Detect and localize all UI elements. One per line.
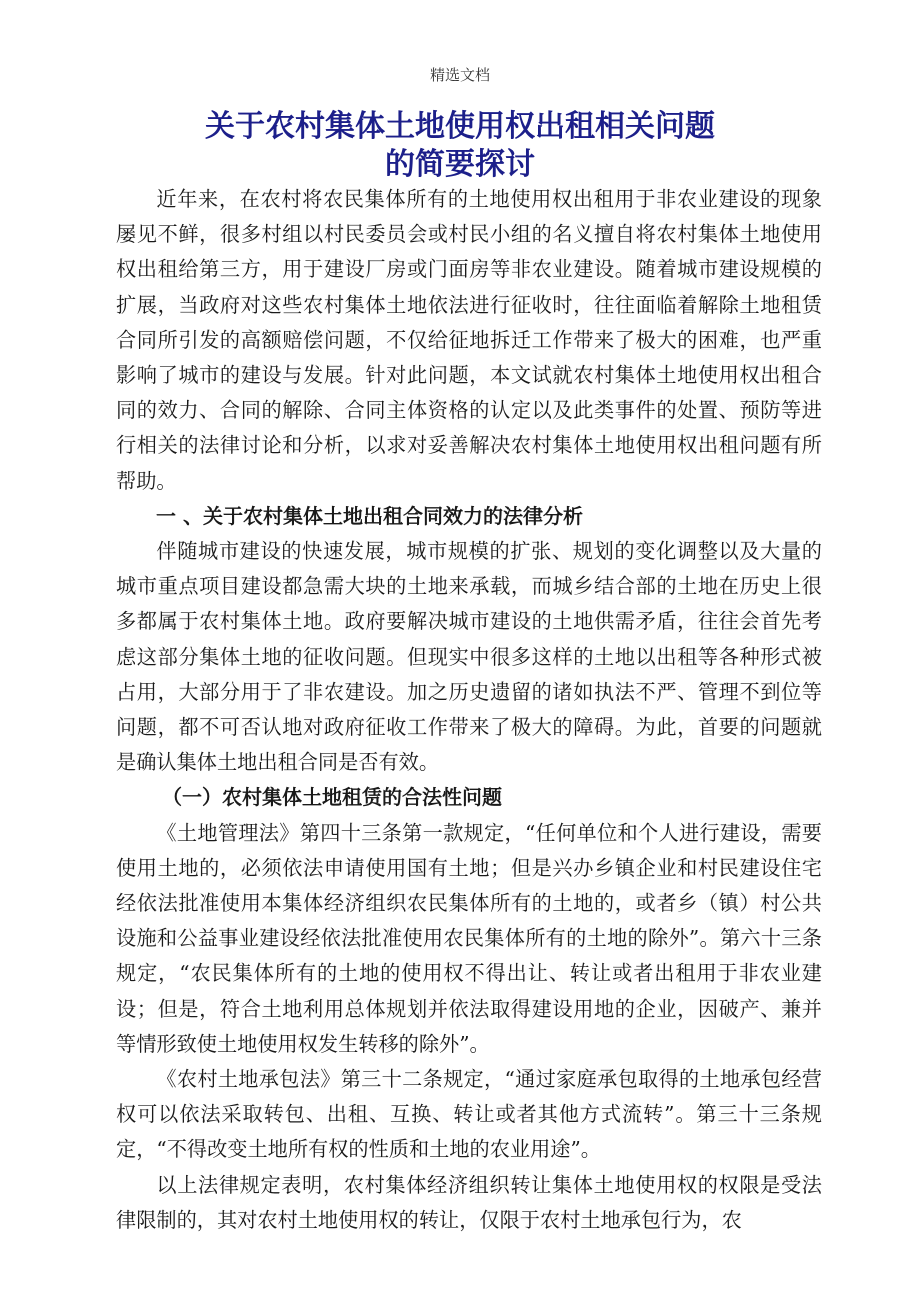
paragraph-contract-law: 《农村土地承包法》第三十二条规定，“通过家庭承包取得的土地承包经营权可以依法采取转包、出租、互换、转让或者其他方式流转”。第三十三条规定，“不得改变土地所有权的性质和土地的农业用途”。 [116,1067,822,1162]
subsection-heading-1: （一）农村集体土地租赁的合法性问题 [162,785,502,810]
section-heading-1: 一 、关于农村集体土地出租合同效力的法律分析 [156,503,583,528]
title-line-2: 的简要探讨 [385,147,535,182]
paragraph-conclusion: 以上法律规定表明，农村集体经济组织转让集体土地使用权的权限是受法律限制的，其对农村土地使用权的转让，仅限于农村土地承包行为，农 [116,1172,822,1232]
paragraph-background: 伴随城市建设的快速发展，城市规模的扩张、规划的变化调整以及大量的城市重点项目建设都急需大块的土地来承载，而城乡结合部的土地在历史上很多都属于农村集体土地。政府要解决城市建设的土地供需矛盾，往往会首先考虑这部分集体土地的征收问题。但现实中很多这样的土地以出租等各种形式被占用，大部分用于了非农建设。加之历史遗留的诸如执法不严、管理不到位等问题，都不可否认地对政府征收工作带来了极大的障碍。为此，首要的问题就是确认集体土地出租合同是否有效。 [116,539,822,775]
title-line-1: 关于农村集体土地使用权出租相关问题 [205,109,715,144]
paragraph-intro: 近年来，在农村将农民集体所有的土地使用权出租用于非农业建设的现象屡见不鲜，很多村组以村民委员会或村民小组的名义擅自将农村集体土地使用权出租给第三方，用于建设厂房或门面房等非农业建设。随着城市建设规模的扩展，当政府对这些农村集体土地依法进行征收时，往往面临着解除土地租赁合同所引发的高额赔偿问题，不仅给征地拆迁工作带来了极大的困难，也严重影响了城市的建设与发展。针对此问题，本文试就农村集体土地使用权出租合同的效力、合同的解除、合同主体资格的认定以及此类事件的处置、预防等进行相关的法律讨论和分析，以求对妥善解决农村集体土地使用权出租问题有所帮助。 [116,187,822,493]
header-label: 精选文档 [429,66,490,84]
document-body [116,182,822,1238]
paragraph-land-law: 《土地管理法》第四十三条第一款规定，“任何单位和个人进行建设，需要使用土地的，必须依法申请使用国有土地；但是兴办乡镇企业和村民建设住宅经依法批准使用本集体经济组织农民集体所有的土地的，或者乡（镇）村公共设施和公益事业建设经依法批准使用农民集体所有的土地的除外”。第六十三条规定，“农民集体所有的土地的使用权不得出让、转让或者出租用于非农业建设；但是，符合土地利用总体规划并依法取得建设用地的企业，因破产、兼并等情形致使土地使用权发生转移的除外”。 [116,820,822,1056]
document-title [0,108,920,184]
